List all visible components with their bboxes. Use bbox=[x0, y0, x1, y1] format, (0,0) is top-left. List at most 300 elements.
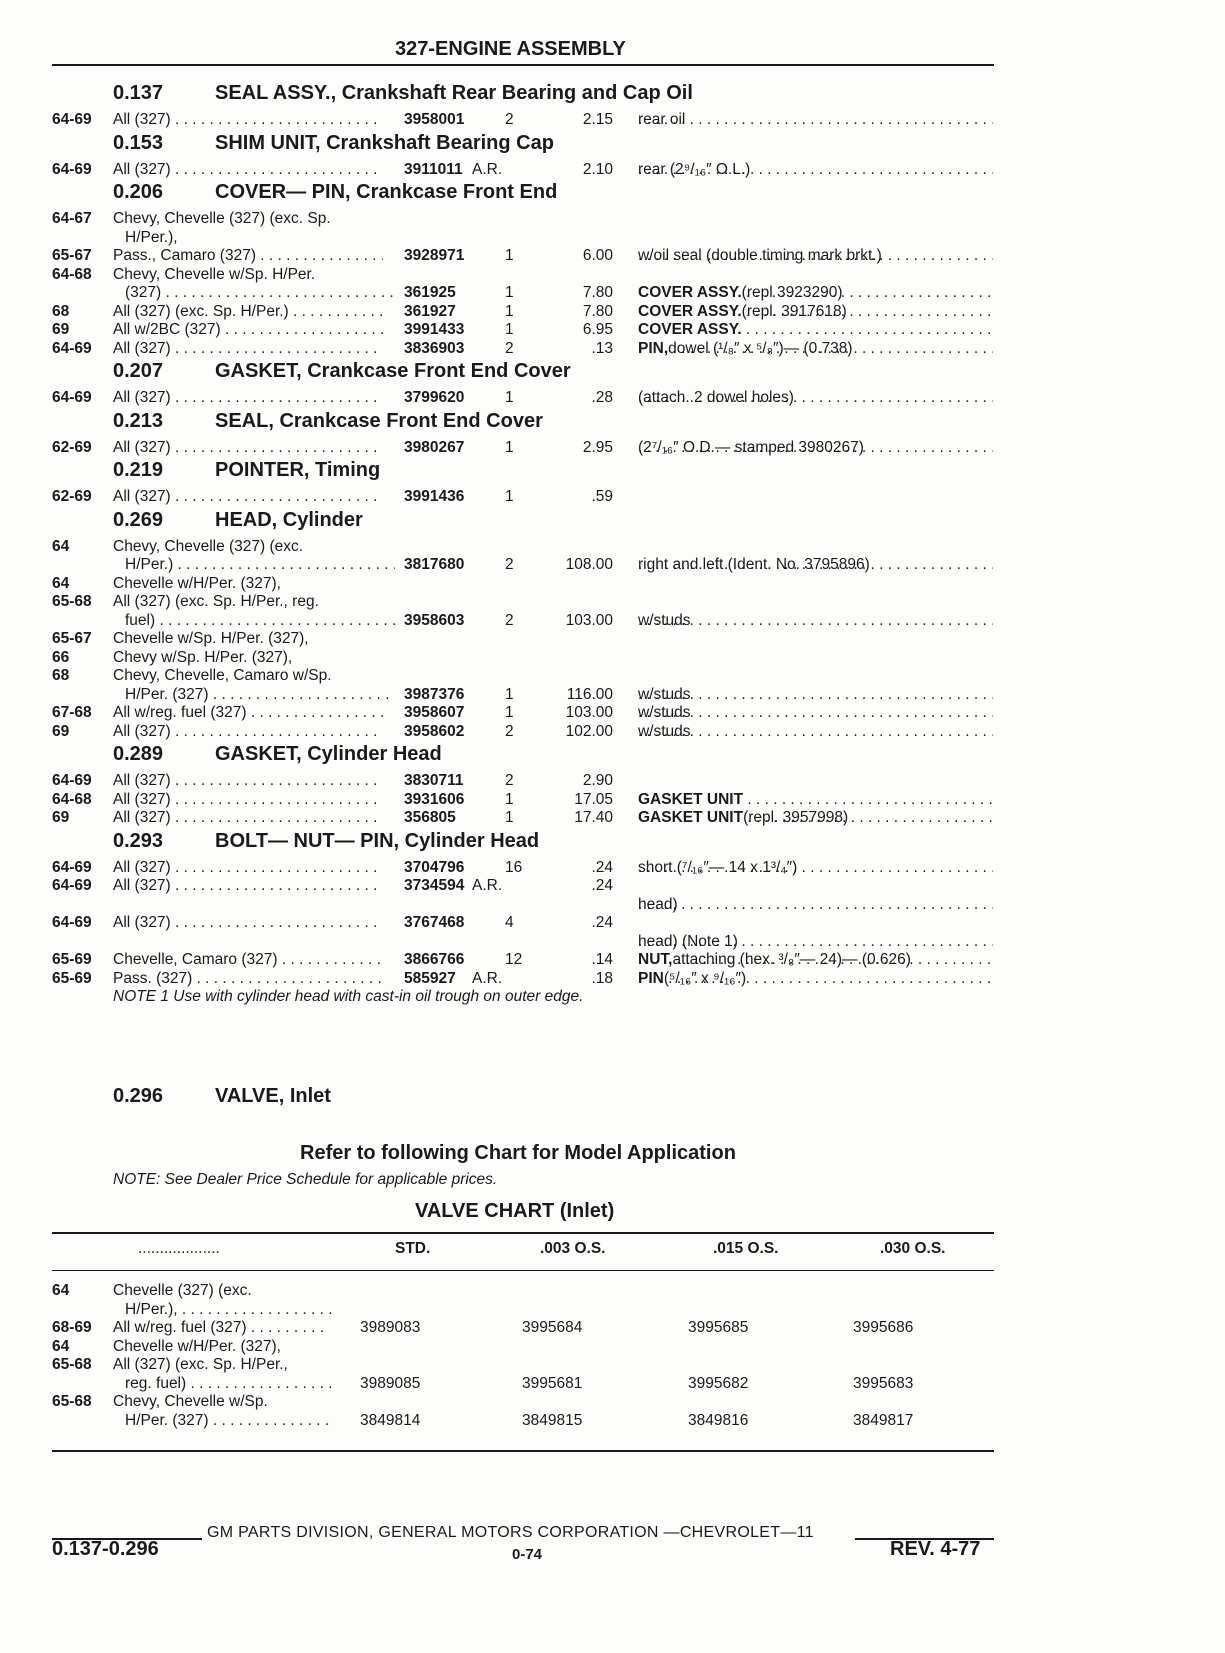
application: All (327) . . . bbox=[113, 389, 383, 408]
model-years: 67-68 bbox=[52, 704, 92, 721]
table-row bbox=[0, 1412, 1225, 1431]
quantity: 16 bbox=[505, 858, 523, 876]
model-years: 64-69 bbox=[52, 772, 92, 789]
remark-text: dowel (¹/₈″ x ⁵/₈″)— (0.738) bbox=[668, 339, 853, 357]
section-header bbox=[0, 358, 1225, 389]
revision: REV. 4-77 bbox=[890, 1538, 981, 1560]
list-price: .24 bbox=[591, 877, 613, 894]
parts-row bbox=[0, 229, 1225, 248]
model-years: 64-69 bbox=[52, 389, 92, 406]
section-name: BOLT— NUT— PIN, Cylinder Head bbox=[215, 829, 540, 852]
list-price: .24 bbox=[591, 858, 613, 876]
model-years: 69 bbox=[52, 321, 70, 338]
remark-text: COVER ASSY. bbox=[638, 321, 742, 338]
section bbox=[0, 828, 1225, 1009]
remark-text: GASKET UNIT bbox=[638, 809, 744, 826]
footnote: NOTE 1 Use with cylinder head with cast-in oil trough on outer edge. bbox=[113, 988, 584, 1005]
list-price: 17.40 bbox=[574, 809, 613, 826]
section-number: 0.269 bbox=[113, 508, 164, 531]
model-years: 64 bbox=[52, 1282, 70, 1299]
remarks bbox=[638, 859, 993, 878]
part-number: 585927 bbox=[404, 969, 456, 987]
part-number: 3866766 bbox=[404, 951, 465, 968]
table-row bbox=[0, 1319, 1225, 1338]
section-header bbox=[0, 507, 1225, 538]
application: Pass. (327) . . . bbox=[113, 970, 383, 989]
remark-text: (⁵/₁₆″ x ⁹/₁₆″) bbox=[663, 969, 747, 987]
application: All (327) . . . bbox=[113, 772, 383, 791]
chart-top-rule bbox=[52, 1232, 994, 1234]
header-dots: ................... bbox=[138, 1240, 220, 1257]
remark-text: GASKET UNIT bbox=[638, 790, 744, 808]
part-number: 3849814 bbox=[360, 1411, 421, 1429]
model-years: 64 bbox=[52, 1337, 70, 1355]
part-number: 3958001 bbox=[404, 111, 465, 128]
application: All w/reg. fuel (327) . . . bbox=[113, 704, 383, 723]
part-number: 361925 bbox=[404, 284, 456, 301]
application: Chevelle, Camaro (327) . . . bbox=[113, 951, 383, 970]
parts-row bbox=[0, 791, 1225, 810]
remark-text: COVER ASSY. bbox=[638, 284, 742, 301]
remarks bbox=[638, 933, 993, 952]
part-number: 356805 bbox=[404, 809, 456, 826]
quantity: A.R. bbox=[472, 877, 503, 894]
parts-row bbox=[0, 593, 1225, 612]
remark-text: attaching (hex. ³/₈″— 24)— (0.626) bbox=[672, 951, 911, 968]
part-number: 3836903 bbox=[404, 339, 465, 357]
quantity: 1 bbox=[505, 302, 514, 320]
quantity: 2 bbox=[505, 111, 514, 128]
list-price: 102.00 bbox=[565, 722, 613, 740]
remarks bbox=[638, 723, 993, 742]
part-number: 3704796 bbox=[404, 858, 465, 876]
remark-text: PIN bbox=[638, 969, 664, 987]
model-years: 65-68 bbox=[52, 1356, 92, 1373]
parts-row bbox=[0, 649, 1225, 668]
parts-row bbox=[0, 667, 1225, 686]
footer-publisher: GM PARTS DIVISION, GENERAL MOTORS CORPORATION —CHEVROLET—11 bbox=[207, 1524, 814, 1541]
part-number: 3931606 bbox=[404, 790, 465, 808]
parts-row bbox=[0, 877, 1225, 896]
section-number: 0.219 bbox=[113, 459, 164, 481]
parts-row bbox=[0, 389, 1225, 408]
list-price: .18 bbox=[591, 969, 613, 987]
application: All w/2BC (327) . . . bbox=[113, 321, 383, 340]
quantity: 4 bbox=[505, 914, 514, 931]
quantity: 1 bbox=[505, 809, 514, 826]
quantity: 2 bbox=[505, 339, 514, 357]
quantity: 2 bbox=[505, 772, 514, 789]
remark-text: (2⁷/₁₆″ O.D.— stamped 3980267) bbox=[638, 438, 864, 456]
part-number: 3995683 bbox=[853, 1374, 914, 1392]
model-years: 64-69 bbox=[52, 111, 92, 128]
section bbox=[0, 358, 1225, 408]
remark-text: head) (Note 1) bbox=[638, 932, 738, 950]
part-number: 3995686 bbox=[853, 1319, 914, 1336]
application: All (327) (exc. Sp. H/Per., bbox=[113, 1356, 288, 1373]
application: All (327) . . . bbox=[113, 877, 383, 896]
model-years: 68 bbox=[52, 667, 70, 684]
model-years: 65-67 bbox=[52, 630, 92, 647]
section bbox=[0, 457, 1225, 507]
list-price: 2.95 bbox=[582, 438, 613, 456]
section-number: 0.213 bbox=[113, 409, 164, 432]
parts-row bbox=[0, 210, 1225, 229]
chart-bottom-rule bbox=[52, 1450, 994, 1452]
parts-row bbox=[0, 772, 1225, 791]
part-number: 3995681 bbox=[522, 1374, 583, 1392]
remarks bbox=[638, 809, 993, 828]
list-price: 103.00 bbox=[565, 704, 613, 721]
valve-chart-title: VALVE CHART (Inlet) bbox=[415, 1200, 615, 1222]
parts-row bbox=[0, 933, 1225, 952]
section-name: SHIM UNIT, Crankshaft Bearing Cap bbox=[215, 131, 554, 154]
application: fuel) . . . bbox=[113, 612, 395, 631]
section-name: GASKET, Crankcase Front End Cover bbox=[215, 360, 571, 382]
model-years: 68-69 bbox=[52, 1319, 92, 1336]
remark-text: PIN, bbox=[638, 339, 669, 357]
remark-text: short (⁷/₁₆″— 14 x 1³/₄″) bbox=[638, 858, 798, 876]
part-number: 3734594 bbox=[404, 877, 465, 894]
quantity: 1 bbox=[505, 284, 514, 301]
parts-row bbox=[0, 914, 1225, 933]
parts-row bbox=[0, 686, 1225, 705]
remark-text: w/studs bbox=[638, 704, 691, 721]
column-header: .015 O.S. bbox=[713, 1240, 779, 1257]
application: All (327) (exc. Sp. H/Per.) . . . bbox=[113, 303, 383, 322]
list-price: .59 bbox=[591, 488, 613, 505]
model-years: 64-69 bbox=[52, 160, 92, 178]
parts-row bbox=[0, 247, 1225, 266]
application: H/Per.) . . . bbox=[113, 556, 395, 575]
application: Chevy, Chevelle w/Sp. H/Per. bbox=[113, 265, 316, 283]
section-header bbox=[0, 80, 1225, 111]
quantity: 1 bbox=[505, 488, 514, 505]
remarks bbox=[638, 556, 993, 575]
part-number: 3958602 bbox=[404, 722, 465, 740]
remarks bbox=[638, 284, 993, 303]
list-price: 7.80 bbox=[582, 302, 613, 320]
table-row bbox=[0, 1301, 1225, 1320]
remarks bbox=[638, 303, 993, 322]
parts-row bbox=[0, 896, 1225, 915]
footer-range: 0.137-0.296 bbox=[52, 1538, 159, 1560]
table-row bbox=[0, 1393, 1225, 1412]
model-years: 68 bbox=[52, 302, 70, 320]
application: All (327) . . . bbox=[113, 340, 383, 359]
application: All (327) . . . bbox=[113, 111, 383, 130]
parts-row bbox=[0, 951, 1225, 970]
model-years: 65-68 bbox=[52, 1393, 92, 1410]
quantity: 1 bbox=[505, 790, 514, 808]
quantity: A.R. bbox=[472, 969, 503, 987]
remark-text: rear (2⁹/₁₆″ O.L.) bbox=[638, 160, 751, 178]
model-years: 65-67 bbox=[52, 247, 92, 264]
model-years: 64-69 bbox=[52, 914, 92, 931]
list-price: .24 bbox=[591, 914, 613, 931]
part-number: 3989085 bbox=[360, 1374, 421, 1392]
application: (327) . . . bbox=[113, 284, 395, 303]
part-number: 3817680 bbox=[404, 556, 465, 573]
section-header bbox=[0, 741, 1225, 772]
remark-text: right and left (Ident. No. 3795896) bbox=[638, 556, 870, 573]
list-price: 17.05 bbox=[574, 790, 613, 808]
model-years: 64-68 bbox=[52, 265, 92, 283]
table-row bbox=[0, 1356, 1225, 1375]
quantity: 1 bbox=[505, 704, 514, 721]
model-years: 64 bbox=[52, 537, 70, 555]
title-rule bbox=[52, 64, 994, 66]
section-number: 0.153 bbox=[113, 131, 164, 154]
application: Chevy w/Sp. H/Per. (327), bbox=[113, 648, 293, 666]
part-number: 3991433 bbox=[404, 321, 465, 338]
parts-row bbox=[0, 266, 1225, 285]
parts-row bbox=[0, 439, 1225, 458]
section-number: 0.293 bbox=[113, 829, 164, 852]
remarks bbox=[638, 791, 993, 810]
section-name: VALVE, Inlet bbox=[215, 1085, 331, 1107]
model-years: 65-69 bbox=[52, 951, 92, 968]
application: All (327) . . . bbox=[113, 914, 383, 933]
quantity: 1 bbox=[505, 438, 514, 456]
remark-text: w/oil seal (double timing mark brkt.) bbox=[638, 247, 882, 264]
part-number: 3849816 bbox=[688, 1411, 749, 1429]
application: All (327) (exc. Sp. H/Per., reg. bbox=[113, 593, 319, 610]
page-title: 327-ENGINE ASSEMBLY bbox=[395, 38, 626, 60]
remarks bbox=[638, 439, 993, 458]
section-number: 0.289 bbox=[113, 743, 164, 765]
parts-row bbox=[0, 704, 1225, 723]
application: All (327) . . . bbox=[113, 161, 383, 180]
parts-row bbox=[0, 556, 1225, 575]
section-name: COVER— PIN, Crankcase Front End bbox=[215, 181, 558, 203]
quantity: 12 bbox=[505, 951, 523, 968]
application: Chevy, Chevelle (327) (exc. Sp. bbox=[113, 210, 331, 227]
application: H/Per. (327) . . . bbox=[113, 686, 395, 705]
quantity: 2 bbox=[505, 556, 514, 573]
remarks bbox=[638, 161, 993, 180]
model-years: 65-68 bbox=[52, 593, 92, 610]
section-header bbox=[0, 828, 1225, 859]
remarks bbox=[638, 111, 993, 130]
application: H/Per. (327) . . . bbox=[113, 1412, 335, 1431]
part-number: 3799620 bbox=[404, 389, 465, 406]
part-number: 3849817 bbox=[853, 1411, 914, 1429]
part-number: 3991436 bbox=[404, 488, 465, 505]
part-number: 3830711 bbox=[404, 772, 464, 789]
list-price: 103.00 bbox=[565, 611, 613, 629]
application: Chevelle (327) (exc. bbox=[113, 1282, 252, 1299]
application: All w/reg. fuel (327) . . . bbox=[113, 1319, 323, 1338]
section-header bbox=[0, 130, 1225, 161]
model-years: 64-69 bbox=[52, 877, 92, 894]
quantity: 1 bbox=[505, 247, 514, 264]
section bbox=[0, 80, 1225, 130]
part-number: 3958607 bbox=[404, 704, 465, 721]
table-row bbox=[0, 1282, 1225, 1301]
remarks bbox=[638, 951, 993, 970]
parts-row bbox=[0, 612, 1225, 631]
parts-row bbox=[0, 488, 1225, 507]
application: Chevy, Chevelle, Camaro w/Sp. bbox=[113, 667, 332, 684]
model-years: 66 bbox=[52, 648, 70, 666]
model-years: 62-69 bbox=[52, 438, 92, 456]
remark-text: rear oil bbox=[638, 111, 686, 128]
parts-row bbox=[0, 161, 1225, 180]
list-price: 6.00 bbox=[582, 247, 613, 264]
table-row bbox=[0, 1338, 1225, 1357]
application: All (327) . . . bbox=[113, 439, 383, 458]
remarks bbox=[638, 340, 993, 359]
parts-row bbox=[0, 340, 1225, 359]
part-number: 3767468 bbox=[404, 914, 465, 931]
model-years: 64-68 bbox=[52, 790, 92, 808]
application: All (327) . . . bbox=[113, 809, 383, 828]
application: Chevelle w/Sp. H/Per. (327), bbox=[113, 630, 309, 647]
part-number: 3995685 bbox=[688, 1319, 749, 1336]
part-number: 3928971 bbox=[404, 247, 465, 264]
part-number: 3958603 bbox=[404, 611, 465, 629]
list-price: 2.10 bbox=[582, 160, 613, 178]
parts-row bbox=[0, 630, 1225, 649]
section bbox=[0, 408, 1225, 458]
section-name: SEAL ASSY., Crankshaft Rear Bearing and Cap Oil bbox=[215, 82, 693, 104]
quantity: 1 bbox=[505, 389, 514, 406]
part-number: 3911011 bbox=[404, 160, 463, 178]
parts-row bbox=[0, 321, 1225, 340]
quantity: 2 bbox=[505, 611, 514, 629]
remark-text: w/studs bbox=[638, 722, 691, 740]
application: Chevelle w/H/Per. (327), bbox=[113, 1337, 281, 1355]
application: Chevelle w/H/Per. (327), bbox=[113, 574, 281, 592]
valve-chart-body bbox=[0, 1282, 1225, 1430]
model-years: 64-69 bbox=[52, 858, 92, 876]
remarks bbox=[638, 970, 993, 989]
part-number: 3995684 bbox=[522, 1319, 583, 1336]
list-price: .13 bbox=[591, 339, 613, 357]
part-number: 3989083 bbox=[360, 1319, 421, 1336]
list-price: 7.80 bbox=[582, 284, 613, 301]
application: Chevy, Chevelle w/Sp. bbox=[113, 1393, 268, 1410]
model-years: 64 bbox=[52, 574, 70, 592]
parts-row bbox=[0, 809, 1225, 828]
quantity: 2 bbox=[505, 722, 514, 740]
section-name: GASKET, Cylinder Head bbox=[215, 743, 442, 765]
section-number: 0.206 bbox=[113, 181, 164, 203]
application: Pass., Camaro (327) . . . bbox=[113, 247, 383, 266]
remarks bbox=[638, 389, 993, 408]
column-header: .030 O.S. bbox=[880, 1240, 946, 1257]
model-years: 69 bbox=[52, 809, 70, 826]
quantity: 1 bbox=[505, 321, 514, 338]
chart-note: NOTE: See Dealer Price Schedule for applicable prices. bbox=[113, 1171, 498, 1188]
section bbox=[0, 130, 1225, 180]
parts-row bbox=[0, 575, 1225, 594]
table-row bbox=[0, 1375, 1225, 1394]
parts-row bbox=[0, 111, 1225, 130]
list-price: 2.90 bbox=[582, 772, 613, 789]
section bbox=[0, 741, 1225, 828]
model-years: 65-69 bbox=[52, 969, 92, 987]
quantity: 1 bbox=[505, 685, 514, 703]
part-number: 361927 bbox=[404, 302, 456, 320]
quantity: A.R. bbox=[472, 160, 503, 178]
parts-row bbox=[0, 970, 1225, 989]
remarks bbox=[638, 686, 993, 705]
model-years: 62-69 bbox=[52, 488, 92, 505]
remark-text: w/studs bbox=[638, 685, 691, 703]
section-number: 0.137 bbox=[113, 82, 164, 104]
section-name: POINTER, Timing bbox=[215, 459, 381, 481]
section-header bbox=[0, 408, 1225, 439]
remark-text: (repl. 3917618) bbox=[741, 302, 847, 320]
remark-text: COVER ASSY. bbox=[638, 302, 742, 320]
application: H/Per.), bbox=[125, 228, 178, 246]
application: All (327) . . . bbox=[113, 723, 383, 742]
remark-text: w/studs bbox=[638, 611, 691, 629]
section-name: SEAL, Crankcase Front End Cover bbox=[215, 409, 543, 432]
list-price: 116.00 bbox=[566, 685, 613, 703]
parts-row bbox=[0, 859, 1225, 878]
model-years: 69 bbox=[52, 722, 70, 740]
parts-row bbox=[0, 723, 1225, 742]
part-number: 3980267 bbox=[404, 438, 465, 456]
section bbox=[0, 179, 1225, 358]
remark-text: head) bbox=[638, 895, 678, 913]
parts-list bbox=[0, 80, 1225, 1008]
column-header: STD. bbox=[395, 1240, 431, 1257]
column-header: .003 O.S. bbox=[540, 1240, 606, 1257]
application: All (327) . . . bbox=[113, 488, 383, 507]
list-price: 2.15 bbox=[582, 111, 613, 128]
part-number: 3995682 bbox=[688, 1374, 749, 1392]
remark-text: (attach. 2 dowel holes) bbox=[638, 389, 794, 406]
application: reg. fuel) . . . bbox=[113, 1375, 335, 1394]
part-number: 3849815 bbox=[522, 1411, 583, 1429]
section bbox=[0, 507, 1225, 742]
chart-intro: Refer to following Chart for Model Application bbox=[300, 1142, 736, 1164]
remark-text: NUT, bbox=[638, 951, 673, 968]
list-price: 108.00 bbox=[565, 556, 613, 573]
application: H/Per.), . . . bbox=[113, 1301, 335, 1320]
parts-row bbox=[0, 303, 1225, 322]
application: All (327) . . . bbox=[113, 859, 383, 878]
section-header bbox=[0, 457, 1225, 488]
remark-text: (repl 3923290) bbox=[741, 284, 843, 301]
section-number: 0.296 bbox=[113, 1085, 164, 1107]
page-number: 0-74 bbox=[512, 1546, 543, 1563]
remarks bbox=[638, 247, 993, 266]
part-number: 3987376 bbox=[404, 685, 465, 703]
remark-text: (repl. 3957998) bbox=[743, 809, 849, 826]
section-name: HEAD, Cylinder bbox=[215, 508, 363, 531]
remarks bbox=[638, 321, 993, 340]
remarks bbox=[638, 704, 993, 723]
remarks bbox=[638, 612, 993, 631]
model-years: 64-69 bbox=[52, 339, 92, 357]
list-price: .28 bbox=[591, 389, 613, 406]
list-price: .14 bbox=[591, 951, 613, 968]
list-price: 6.95 bbox=[582, 321, 613, 338]
parts-row bbox=[0, 538, 1225, 557]
section-number: 0.207 bbox=[113, 360, 164, 382]
section-header bbox=[0, 179, 1225, 210]
application: All (327) . . . bbox=[113, 791, 383, 810]
parts-row bbox=[0, 284, 1225, 303]
chart-header-rule bbox=[52, 1270, 994, 1271]
application: Chevy, Chevelle (327) (exc. bbox=[113, 537, 304, 555]
remarks bbox=[638, 896, 993, 915]
